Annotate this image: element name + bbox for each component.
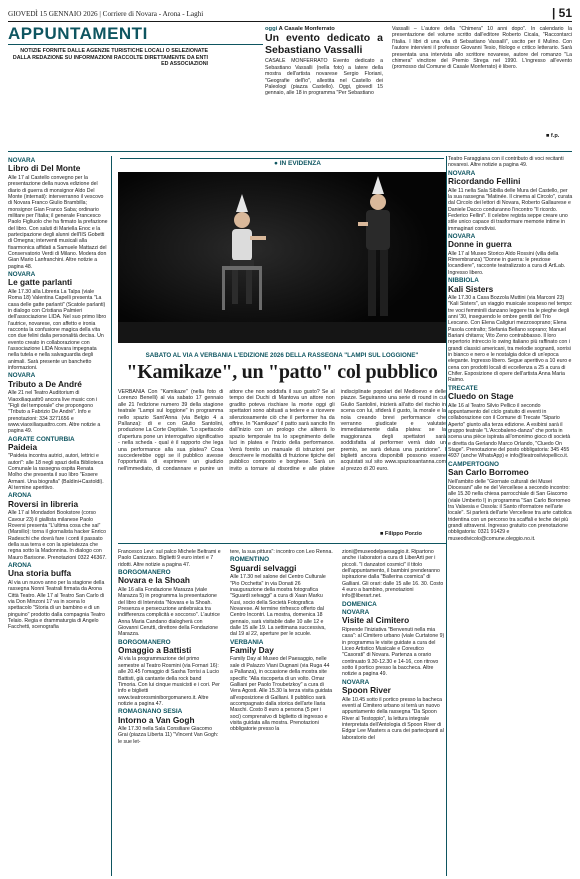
event-body: "Paideia incontra autrici, autori, lettrici e autori": alle 18 negli spazi della Biblioteca Comunale la rassegna ospita Renata Molho che presenta il suo libro "Essere Armani. Una biografia" (Baldini+Castoldi). Al termine aperitivo. xyxy=(8,453,104,492)
lead-credit: ■ Filippo Porzio xyxy=(380,531,422,537)
event-city: NOVARA xyxy=(8,271,36,278)
event-title: San Carlo Borromeo xyxy=(448,467,529,478)
event-body: tere, la sua pittura": incontro con Leo Renna. xyxy=(230,549,333,555)
event-title: Una storia buffa xyxy=(8,568,72,579)
event-city: TRECATE xyxy=(448,384,478,392)
event-title: Visite al Cimitero xyxy=(342,615,410,626)
event-city: NOVARA xyxy=(342,678,370,686)
right-item xyxy=(448,462,573,542)
section-title: APPUNTAMENTI xyxy=(8,24,148,43)
event-title: Spoon River xyxy=(342,685,391,696)
event-body: Alle 16 al Teatro Silvio Pellico il secondo appuntamento del ciclo gratuito di eventi in collaborazione con il Comune di Trecate "Sipario Aperto" giunto alla terza edizione. A esibirsi sarà il gruppo teatrale "L'Arcobaleno-danza" che porta in scena una pièce ispirata all'omonimo gioco di società e diretta da Gerlando Marco Orlando, "Cluedo On Stage". Prenotazione del posto obbligatoria: 345 455 4937 (anche WhatsApp) e info@teatrosilviopellico.it. xyxy=(448,402,571,460)
left-item xyxy=(8,158,108,270)
event-body: Alle 17.30 nel salone del Centro Culturale "Pio Occhetta" in via Donati 26 inaugurazione della mostra fotografica "Sguardi selvaggi" a cura di Xaan Marku Kusi, socio della Società Fotografica Novarese. Al termine rinfresco offerto dal Centro Incontri. La mostra, domenica 18 gennaio, sarà visitabile dalle 10 alle 12 e dalle 15 alle 19. La settimana successiva, dal 19 al 22, aperture per le scuole. xyxy=(230,574,326,638)
event-body: Al via la programmazione del primo semestre al Teatro Rosmini (via Fornari 16): alle 20.45 l'omaggio di Sasha Torrisi a Lucio Battisti, già cantante della rock band Timoria. Con lui cinque musicisti e i cori. Per info e biglietti www.teatrorosminiborgomanero.it. Altre notizie a pagina 47. xyxy=(118,656,220,707)
event-body: Alle 16 alla Fondazione Marazza (viale Marazza 5) in programma la presentazione del libro di Intervista "Novara e la Shoah. Presenza e persecuzione antiebraica tra indifferenza complicità e soccorso". L'autrice Anna Maria Candano dialogherà con Giovanni Cerutti, direttore della Fondazione Marazza. xyxy=(118,586,220,638)
mid-item xyxy=(118,570,221,638)
event-city: NIBBIOLA xyxy=(448,277,479,285)
event-city: CAMPERTOGNO xyxy=(448,460,500,468)
mid-item xyxy=(342,602,445,608)
event-city: BORGOMANERO xyxy=(118,638,171,646)
col-divider-left xyxy=(111,156,112,876)
event-body: Al via un nuovo anno per la stagione della rassegna Nonni Teatrali firmata da Arona Città Teatro. Alle 17 al Teatro San Carlo di via Don Minzoni 17 va in scena lo spettacolo "Storia di un bambino e di un pinguino" prodotto dalla compagnia Teatro Telaio. Regia e drammaturgia di Angelo Facchetti, scenografia xyxy=(8,579,105,631)
event-body: Alle 17 al Castello convegno per la presentazione della nuova edizione del diario di guerra di monsignor Aldo Del Monte (internati): interverranno il vescovo di Novara Franco Giulio Brambilla; monsignor Gian Franco Saba; ordinario militare per l'Italia; il generale Francesco Paolo Figliuolo che ha firmato la prefazione del libro. Con saluti di Mariella Enoc e la partecipazione degli alunni dell'IIS Gobetti di Omegna; interventi musicali alla fisarmonica affidati a Samuele Mattazzi del Conservatorio Verdi di Milano. Modera don Gian Mario Lanfranchini. Altre notizie a pagina 48. xyxy=(8,174,108,270)
event-body: Alle 21 nel Teatro Auditorium di Viaoxiliaquattr0 ancora live music con i "Figli del temporale" che propongono "Tributo a Fabrizio De André". Info e prenotazioni: 334 3271656 e www.viaoxiliaquattro.com. Altre notizie a pagina 49. xyxy=(8,390,101,435)
event-body: Alle 17 al Museo Storico Aldo Rossini (villa della Rimembranza) "Donne in guerra: le preziose locandiere", racconte teatralizzato a cura di ArtLab. Ingresso libero. xyxy=(448,250,566,276)
col-divider-right xyxy=(446,156,447,876)
vassalli-sign: ■ f.p. xyxy=(546,133,560,139)
section-rule xyxy=(8,44,263,45)
event-title: Ricordando Fellini xyxy=(448,176,521,187)
section-subtitle: NOTIZIE FORNITE DALLE AGENZIE TURISTICHE LOCALI O SELEZIONATE DALLA REDAZIONE SU INFORMAZIONI RACCOLTE DIRETTAMENTE DA ENTI ED ASSOCIAZIONI xyxy=(12,48,208,68)
mid-rule xyxy=(118,543,446,544)
event-body: Alle 17.30 a Casa Bozzola Muttini (via Marconi 23) "Kali Sisters", un viaggio musicale sospeso nel tempo: tre voci femminili danzano leggere tra le pieghe degli anni '30, inseguendo le ombre gentili del Trio Lescano. Con Elena Caligiuri mezzosoprano; Elena Pasola contralto; Stefania Bellano soprano; Manuel Bariani chitarra; Vito Zeno contrabbasso. Il loro repertorio intreccio lo swing italiano più raffinato con i grandi classici americani, tra melodie sognanti, sorrisi in bianco e nero e le nostalgia dolce di un'epoca elegante. Ingresso libero. Segue aperitivo a 10 euro e cena con prodotti locali di eccellenza a 25 a cura di Chifer. Esposizione di opere dell'artista Anna Maria Raimo. xyxy=(448,295,573,384)
event-body: Family Day al Museo del Paesaggio, nelle sale di Palazzo Viani Dugnani (via Ruga 44 a Pallanza), in occasione della mostra site specific "Alla riscoperta di un volto. Omar Galliani per Paolo Troubetzkoy" a cura di Vera Agosti. Alle 15.30 la terza visita guidata all'esposizione di Galliani. Il pubblico sarà accompagnato dalla storica dell'arte Ilaria Maschi. Costo 8 euro a persona (5 per i soci) comprensivo di biglietto di ingresso e visita guidata alla mostra. Prenotazioni obbligatorie presso la xyxy=(230,656,333,733)
event-city: ROMAGNANO SESIA xyxy=(118,708,183,716)
vassalli-place: A Casale Monferrato xyxy=(278,26,335,32)
lead-body: VERBANIA Con "Kamikaze" (nella foto di Lorenzo Benelli) al via sabato 17 gennaio alle 21 l'edizione numero 39 della stagione teatrale "Lampi sul loggione" in programma nello spazio Sant'Anna (via Belgio 4 a Pallanza): di e con Giulio Santolini, produzione La Corte Ospitale. "Lo spettacolo d'apertura pone un interrogativo significativo - nella scheda - qual è il rapporto che lega una performance alla sua platea? Cosa succederebbe oggi se il pubblico avesse l'opportunità di esprimere un giudizio nell'immediato, di condannare e punire un attore che non soddisfa il suo gusto? Se al tempo dei Duchi di Mantova un attore non gradito poteva rischiare la morte oggi gli spettatori sono abituati a tedere e a ricevere silenziosamente ciò che il performer ha da offrire. In "Kamikaze" il patto sarà sancito fin dall'inizio con un prologo che aliterrà lo spazio temporale tra lo spegnimento delle luci in platea e l'inizio della performance. Verrà fornito un manuale di istruzioni per descrivere le modalità di fruizione tipiche del pubblico composto e borghese. Sarà un invito a tornare al disordine e alle platee indisciplinate popolari del Medioevo e delle piazze. Seguiranno una serie di round in cui Giulio Santolini, inizierà all'atto del rischio in scena con lui, sfiderà il gusto, la morale e la noia creando brevi performance che verranno giudicate e valutate immediatamente dalla platea: se la maggioranza degli spettatori sarà soddisfatta al performer verrà dato un premio, se sarà delusa una punizione". I biglietti ancora disponibili possono essere acquistati sul sito www.spaziosantanna.com al prezzo di 20 euro. xyxy=(118,389,446,472)
left-item xyxy=(8,437,108,492)
lead-kicker: SABATO AL VIA A VERBANIA L'EDIZIONE 2026 DELLA RASSEGNA "LAMPI SUL LOGGIONE" xyxy=(145,352,419,359)
left-item xyxy=(8,373,108,434)
event-city: BORGOMANERO xyxy=(118,569,171,577)
event-body: Alle 17.30 nella Sala Consiliare Giacomo Grai (piazza Liberta 11) "Vincent Van Gogh: le sue let- xyxy=(118,726,219,745)
event-title: Sguardi selvaggi xyxy=(230,562,297,573)
event-body: Alle 11 nella Sala Sibilla delle Mura del Castello, per la sua rassegna "Matinée. Il cinema al Circolo", curata dal Circolo dei lettori di Novara, Roberto Gallaurese e Daniele Dacco conduranno l'incontro "Il ricordo. Federico Fellini". Il celebre regista seppe creare uno stile unico capace di trasformare memorie intime in immaginari condivisi. xyxy=(448,187,573,232)
left-column xyxy=(8,156,108,633)
vassalli-body: CASALE MONFERRATO Evento dedicato a Sebastiano Vassalli (nella foto) a latere della mostra dell'artista novarese Sergio Floriani, "Geografie dell'io", allestita nel Castello dei Paleologi (piazza Castello). Oggi, giovedì 15 gennaio, alle 18 in programma "Per Sebastiano xyxy=(265,58,383,97)
page-number: | 51 xyxy=(551,6,572,20)
mid-item xyxy=(230,557,333,637)
mid-column-3 xyxy=(342,549,445,743)
mid-item xyxy=(342,549,445,600)
left-item xyxy=(8,493,108,561)
right-column xyxy=(448,156,573,544)
event-city: AGRATE CONTURBIA xyxy=(8,435,75,443)
vassalli-day: oggi xyxy=(265,26,278,32)
mid-column-1 xyxy=(118,549,221,747)
vassalli-body-cont: Vassalli – L'autore della "Chimera" 10 anni dopo". In calendario la presentazione del volume scritto dall'editore Roberto Cicala, "Raccontarci l'Italia. I libri di una vita di Sebastiano Vassalli", uscito per il Mulino. Con l'autore intervieni il professor Giovanni Tesio, filologo e critico letterario. Sarà presentata una intervista allo scrittore novarese, autore del romanzo "La chimera" vincitore del Premio Strega nel 1990. L'ingresso all'evento (promosso dal Comune di Casale Monferrato) è libero. xyxy=(392,26,572,71)
event-city: NOVARA xyxy=(8,372,36,380)
left-item xyxy=(8,563,108,631)
mid-item xyxy=(118,709,221,745)
event-body: Alle 10.45 sotto il portico presso la bacheca eventi al Cimitero urbano si terrà un nuovo appuntamento della rassegna "Da Spoon River al Testoppio", la lettura integrale interpretata dell'Antologia di Spoon River di Edgar Lee Masters a cura dei partecipanti al laboratorio del xyxy=(342,696,444,741)
left-item xyxy=(8,272,108,371)
event-city: NOVARA xyxy=(448,169,476,177)
event-city: NOVARA xyxy=(8,157,36,164)
mid-item xyxy=(118,549,221,568)
vassalli-title: Un evento dedicato a Sebastiano Vassalli xyxy=(265,32,383,56)
mid-item xyxy=(230,640,333,733)
dateline: GIOVEDÌ 15 GENNAIO 2026 | Corriere di Novara - Arona - Laghi xyxy=(8,10,204,18)
right-item xyxy=(448,278,573,384)
stage-scene-image xyxy=(118,172,446,343)
event-title: Family Day xyxy=(230,644,274,655)
event-body: Alle 17.30 alla Libreria La Talpa (viale Roma 18) Valentina Capelli presenta "La casa delle gatte parlanti" (Scatole parlanti) in dialogo con Cristiana Palmieri dell'associazione LIDA. Nel suo primo libro l'autrice, novarese, con affetto e ironia racconta la confusione magica della vita con due felini dalla personalità decisa. Un evento creato in collaborazione con l'associazione LIDA Novara impegnata nella tutela e nella salvaguardia degli animali. Sarà presente un banchetto informazioni. xyxy=(8,288,107,371)
right-item xyxy=(448,171,573,232)
event-title: Donne in guerra xyxy=(448,239,512,250)
event-city: NOVARA xyxy=(342,609,370,617)
event-title: Paideia xyxy=(8,441,38,452)
event-body: Riprende l'iniziativa "Benvenuti nella mia casa": al Cimitero urbano (viale Curtatone 9) in programma le visite guidate a cura del Liceo Artistico Musicale e Coreutico "Casorati" di Novara. Partenza a orario continuato 9.30-12.30 e 14-16, con ritrovo sotto il portico presso la baccheca. Altre notizie a pagina 49. xyxy=(342,626,445,678)
event-title: Kali Sisters xyxy=(448,283,494,294)
vassalli-article xyxy=(265,26,383,97)
mid-item xyxy=(230,549,333,555)
event-body: Alle 17 al Mondadori Bookstore (corso Cavour 23) il giallista milanese Paolo Roversi presenta "L'ultima cosa che sai" (Marsilio): torna il giornalista hacker Enrico Radeschi che dovrà fare i conti il passato della sua terra e con la spietatezza che regna sotto la Madonnina. In dialogo con Mauro Barisone. Prenotazioni 0322 46367. xyxy=(8,510,107,561)
event-body: Francesco Levi: sul palco Michele Beltrami e Paolo Canizzaro. Biglietti 9 euro interi e 7 ridotti. Altre notizie a pagina 47. xyxy=(118,549,221,568)
event-city: DOMENICA xyxy=(342,600,377,608)
mid-item xyxy=(342,610,445,678)
event-city: NOVARA xyxy=(448,232,476,240)
event-title: Cluedo on Stage xyxy=(448,391,514,402)
event-title: Intorno a Van Gogh xyxy=(118,714,195,725)
event-title: Omaggio a Battisti xyxy=(118,644,192,655)
event-body: zioni@museodelpaesaggio.it. Ripartono anche i laboratori a cura di LiberArti per i piccoli. "I danzatori cosmici" il titolo dell'appuntamento, il bambini prenderanno ispirazione dalla "Ballerina cosmica" di Galliani. Gli orari: dalle 15 alle 16. 30. Costo 4 euro a bambino, prenotazioni info@liberart.net. xyxy=(342,549,444,600)
event-city: ARONA xyxy=(8,492,32,500)
right-item xyxy=(448,156,573,169)
event-title: Tributo a De André xyxy=(8,378,82,389)
top-rule xyxy=(8,151,572,152)
page-header xyxy=(8,8,572,22)
in-evidenza-label: ● IN EVIDENZA xyxy=(270,160,325,167)
event-body: Teatro Faraggiana con il contributo di voci recitanti novaresi. Altre notizie a pagina 49. xyxy=(448,156,564,169)
event-title: Novara e la Shoah xyxy=(118,575,190,586)
lead-headline: "Kamikaze", un "patto" col pubblico xyxy=(126,361,438,383)
right-item xyxy=(448,386,573,460)
right-item xyxy=(448,234,573,276)
event-title: Le gatte parlanti xyxy=(8,277,73,288)
event-city: VERBANIA xyxy=(230,638,264,646)
mid-item xyxy=(118,640,221,708)
kamikaze-photo xyxy=(118,172,446,343)
mid-item xyxy=(342,680,445,741)
event-city: ROMENTINO xyxy=(230,556,270,564)
event-body: Nell'ambito delle "Giornate culturali dei Musei Diocesani" alle ne del Vercellese a secondo incontro: alle 15.30 nella chiesa parrocchiale di San Giacomo (viale Umberto I) in programma "San Carlo Borromeo tra Valsesia e Ossola: il Santo riformatore nell'arte locale". Si parlerà dell'arte Vercellese tra arte cattolica tridentina con un percorso tra scaffali e teche dei più grandi attraversi. Ingresso gratuito con prenotazione obbligatoria: 0321 91429 e museodivicolo@comune.oleggio.no.it. xyxy=(448,478,572,542)
event-city: ARONA xyxy=(8,562,32,570)
mid-column-2 xyxy=(230,549,333,735)
event-title: Roversi in libreria xyxy=(8,498,79,509)
event-title: Libro di Del Monte xyxy=(8,163,81,174)
